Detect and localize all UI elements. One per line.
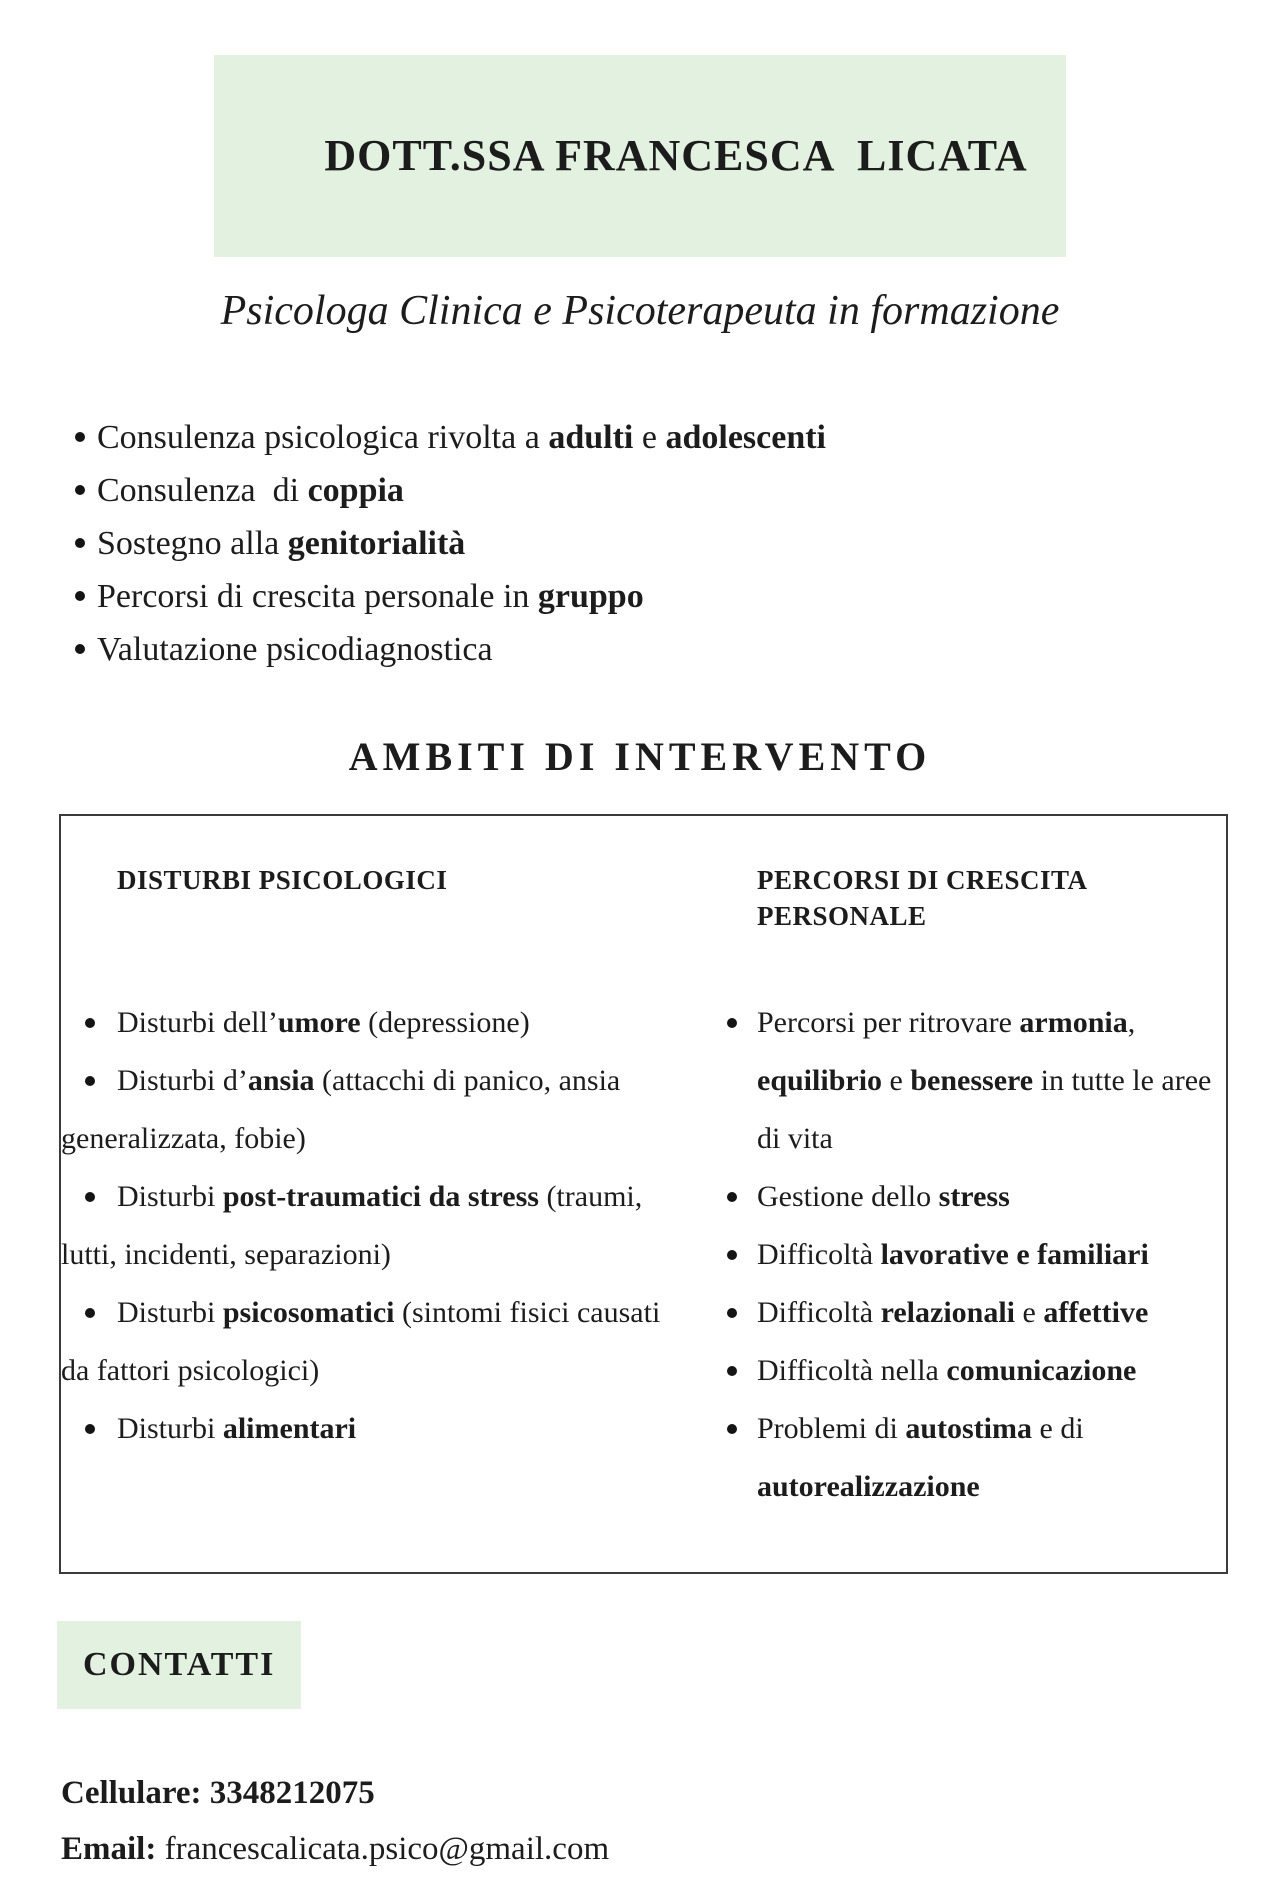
percorsi-item: Percorsi per ritrovare armonia, equilibrio e benessere in tutte le aree di vita	[727, 994, 1227, 1168]
disturbi-item: Disturbi alimentari	[61, 1400, 661, 1458]
disturbi-item: Disturbi post-traumatici da stress (traumi, lutti, incidenti, separazioni)	[61, 1168, 661, 1284]
contatti-heading: CONTATTI	[83, 1646, 276, 1683]
service-item: Consulenza psicologica rivolta a adulti e adolescenti	[75, 411, 1240, 464]
service-item: Consulenza di coppia	[75, 464, 1240, 517]
disturbi-list	[61, 994, 661, 1458]
column-percorsi	[727, 862, 1227, 1572]
column-disturbi	[61, 862, 661, 1572]
service-item: Valutazione psicodiagnostica	[75, 623, 1240, 676]
services-list	[75, 411, 1240, 676]
disturbi-item: Disturbi dell’umore (depressione)	[61, 994, 661, 1052]
section-heading-ambiti: AMBITI DI INTERVENTO	[348, 734, 932, 779]
contatti-highlight	[57, 1621, 301, 1709]
title-section	[0, 0, 1280, 257]
service-item: Percorsi di crescita personale in gruppo	[75, 570, 1240, 623]
contact-line: Cellulare: 3348212075	[61, 1775, 375, 1811]
page-subtitle: Psicologa Clinica e Psicoterapeuta in formazione	[220, 288, 1060, 334]
percorsi-list	[727, 994, 1227, 1516]
disturbi-item: Disturbi d’ansia (attacchi di panico, ansia generalizzata, fobie)	[61, 1052, 661, 1168]
contact-line: Email: francescalicata.psico@gmail.com	[61, 1831, 610, 1867]
column-header-disturbi: DISTURBI PSICOLOGICI	[117, 865, 448, 895]
disturbi-item: Disturbi psicosomatici (sintomi fisici causati da fattori psicologici)	[61, 1284, 661, 1400]
contact-lines	[61, 1765, 1280, 1877]
percorsi-item: Gestione dello stress	[727, 1168, 1227, 1226]
percorsi-item: Problemi di autostima e di autorealizzazione	[727, 1400, 1227, 1516]
percorsi-item: Difficoltà lavorative e familiari	[727, 1226, 1227, 1284]
intervento-box	[59, 814, 1228, 1574]
percorsi-item: Difficoltà nella comunicazione	[727, 1342, 1227, 1400]
page-title-highlight	[214, 55, 1065, 257]
service-item: Sostegno alla genitorialità	[75, 517, 1240, 570]
percorsi-item: Difficoltà relazionali e affettive	[727, 1284, 1227, 1342]
page-title: DOTT.SSA FRANCESCA LICATA	[324, 131, 1028, 180]
column-header-percorsi: PERCORSI DI CRESCITA PERSONALE	[757, 865, 1087, 931]
